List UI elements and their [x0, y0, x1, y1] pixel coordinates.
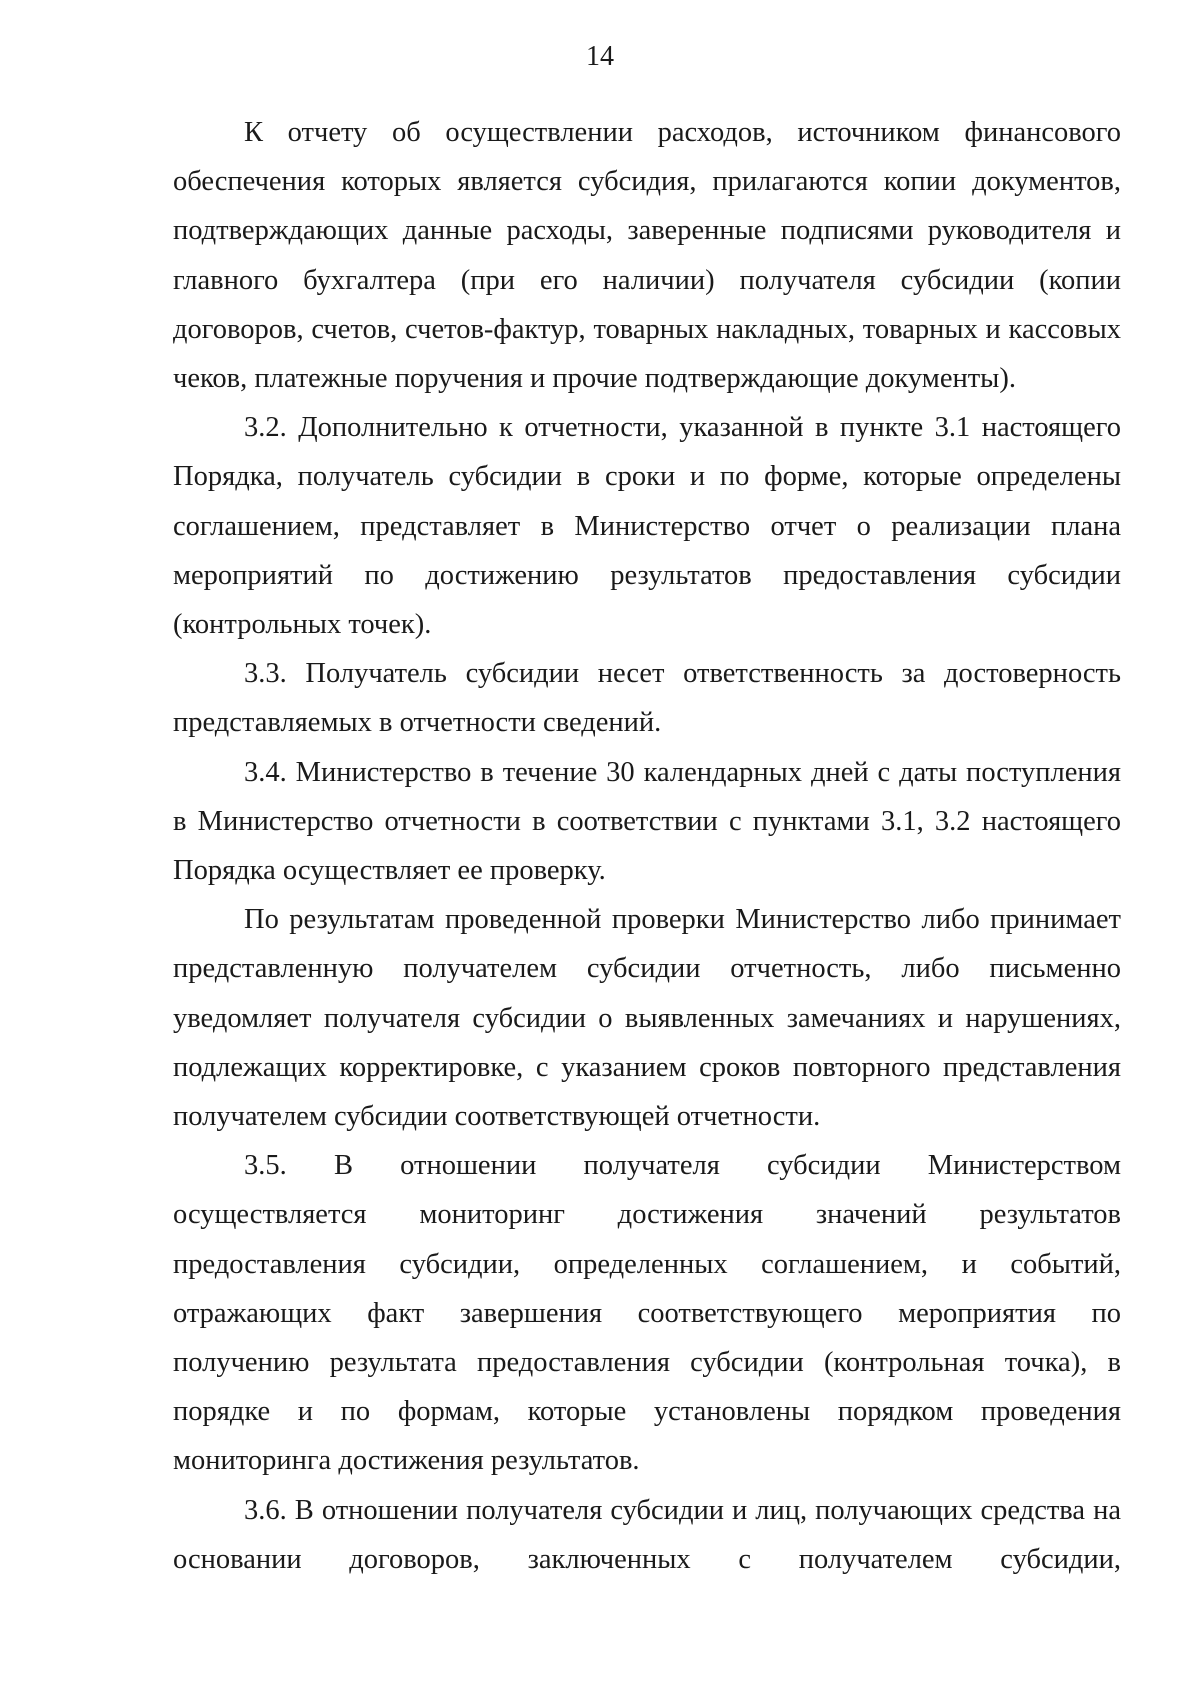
paragraph-3-3: 3.3. Получатель субсидии несет ответственность за достоверность представляемых в отчетности сведений. — [173, 658, 1121, 739]
page-number: 14 — [586, 41, 614, 72]
paragraph-review-results: По результатам проведенной проверки Министерство либо принимает представленную получателем субсидии отчетность, либо письменно уведомляет получателя субсидии о выявленных замечаниях и нарушениях, подлежащих корректировке, с указанием сроков повторного представления получателем субсидии соответствующей отчетности. — [173, 904, 1121, 1133]
paragraph-3-6: 3.6. В отношении получателя субсидии и лиц, получающих средства на основании договоров, заключенных с получателем субсидии, — [173, 1494, 1121, 1575]
paragraph-report-attachments: К отчету об осуществлении расходов, источником финансового обеспечения которых является субсидия, прилагаются копии документов, подтверждающих данные расходы, заверенные подписями руководителя и главного бухгалтера (при его наличии) получателя субсидии (копии договоров, счетов, счетов-фактур, товарных накладных, товарных и кассовых чеков, платежные поручения и прочие подтверждающие документы). — [173, 117, 1121, 395]
document-body — [173, 108, 1121, 1584]
paragraph-3-5: 3.5. В отношении получателя субсидии Министерством осуществляется мониторинг достижения значений результатов предоставления субсидии, определенных соглашением, и событий, отражающих факт завершения соответствующего мероприятия по получению результата предоставления субсидии (контрольная точка), в порядке и по формам, которые установлены порядком проведения мониторинга достижения результатов. — [173, 1150, 1121, 1477]
paragraph-3-2: 3.2. Дополнительно к отчетности, указанной в пункте 3.1 настоящего Порядка, получатель субсидии в сроки и по форме, которые определены соглашением, представляет в Министерство отчет о реализации плана мероприятий по достижению результатов предоставления субсидии (контрольных точек). — [173, 412, 1121, 641]
paragraph-3-4: 3.4. Министерство в течение 30 календарных дней с даты поступления в Министерство отчетности в соответствии с пунктами 3.1, 3.2 настоящего Порядка осуществляет ее проверку. — [173, 756, 1121, 887]
